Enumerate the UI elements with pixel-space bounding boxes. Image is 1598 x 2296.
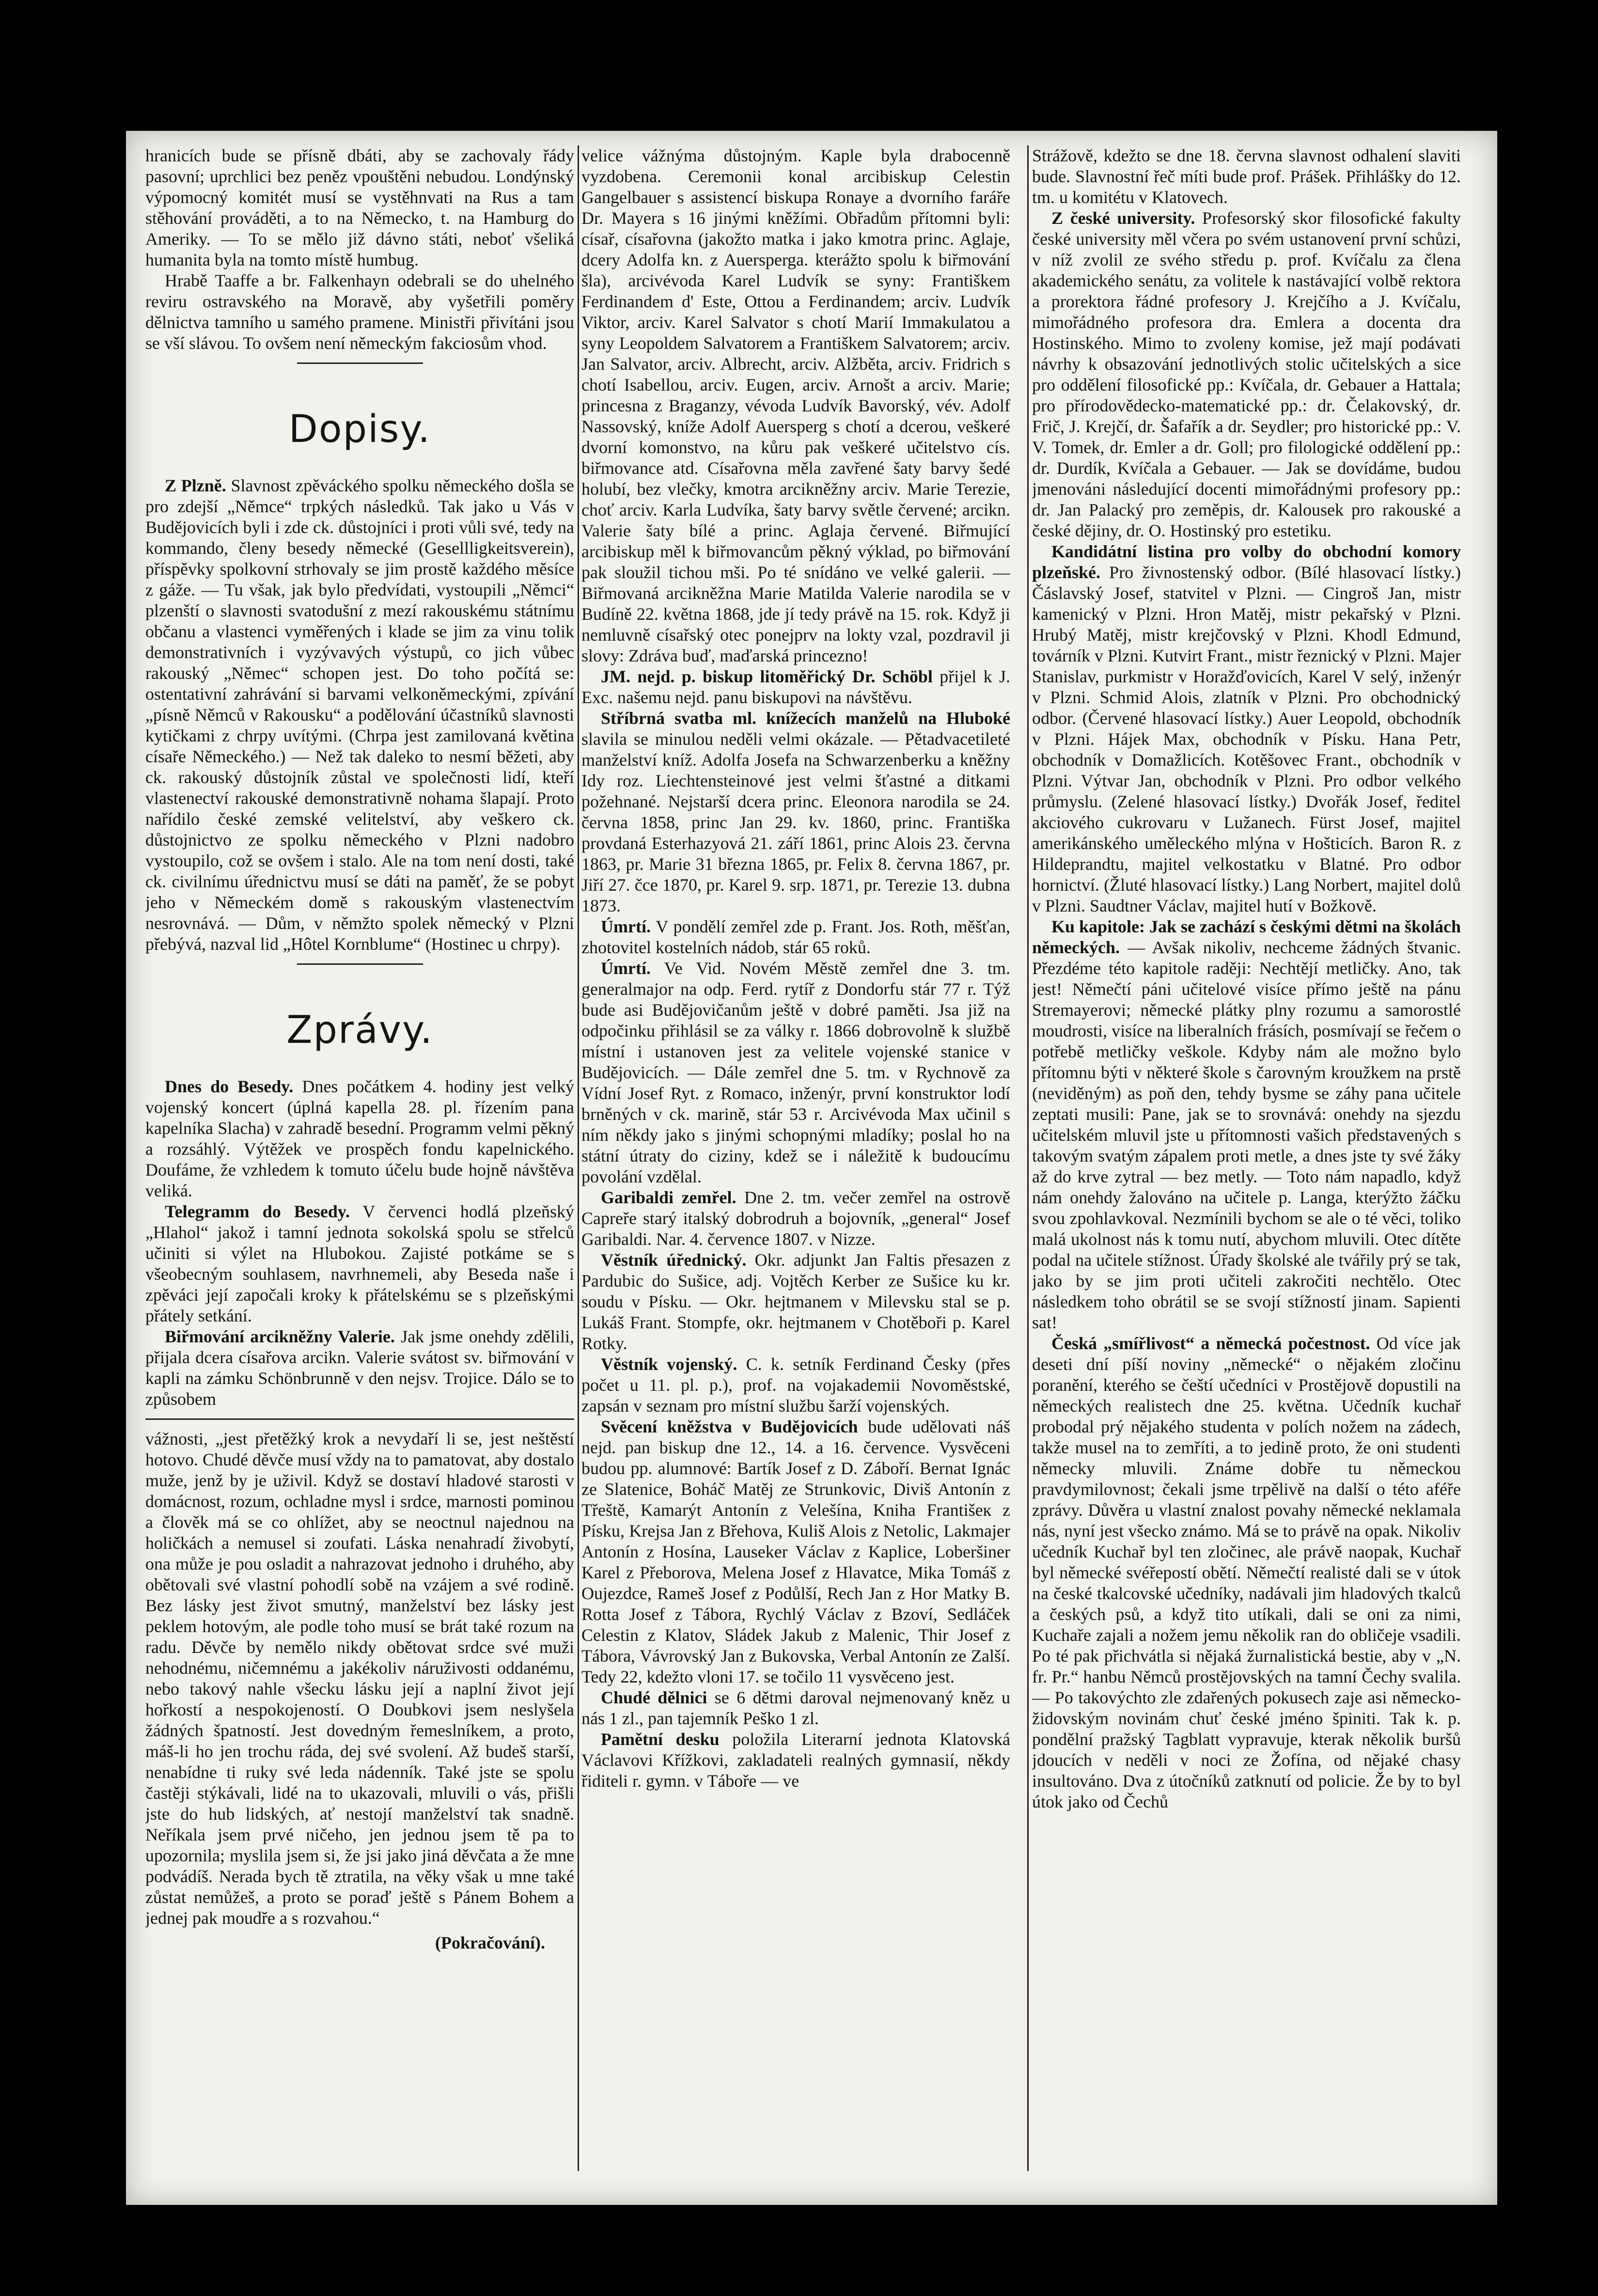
article-lead: Svěcení kněžstva v Budějovicích bbox=[601, 1417, 858, 1436]
article-lead: Telegramm do Besedy. bbox=[165, 1202, 350, 1221]
article-lead: Ku kapitole: Jak se zachází s českými dětmi na školách německých. bbox=[1032, 917, 1461, 957]
section-title-dopisy: Dopisy. bbox=[288, 408, 431, 451]
article-university bbox=[1032, 208, 1461, 541]
article-memorial bbox=[581, 1729, 1010, 1792]
article-lead: Věstník úřednický. bbox=[601, 1250, 747, 1270]
article-lead: Česká „smířlivost“ a německá počestnost. bbox=[1051, 1334, 1370, 1353]
article-body: — Avšak nikoliv, nechceme žádných štvanic. Přezdéme této kapitole raději: Nechtějí metličky. Ano, tak jest! Němečtí páni učitelové visíce přímo ještě na pánu Stremayerovi; německé plátky plny rozumu a samorostlé moudrosti, visíce na liberalních frásích, posmívají se řečem o potřebě metličky veškole. Kdyby nám ale možno bylo přítomnu býti v některé škole s čarovným kroužkem na prstě (neviděným) as poň den, tehdy bysme se záhy pana učitele zeptati musili: Pane, jak se to srovnává: onehdy na sjezdu učitelském mluvil jste u přítomnosti vašich představených s takovým svatým zápalem proti metle, a dnes jste ty své žáky až do krve zytral — bez metly. — Toto nám napadlo, když nám onehdy žalováno na učitele p. Langa, kterýžto žáčku svou zpohlavkoval. Nezmínili bychom se ale o té věci, toliko malá ukolnost nás k tomu nutí, abychom mluvili. Otec dítěte podal na učitele stížnost. Úřady školské ale tvářily prý se tak, jako by se jim proti učiteli zakročiti nechtělo. Otec následkem toho obrátil se se svojí stížností jinam. Sapienti sat! bbox=[1032, 938, 1461, 1332]
article-prostejov bbox=[1032, 1333, 1461, 1812]
article-military-news bbox=[581, 1354, 1010, 1416]
article-silver-wedding bbox=[581, 708, 1010, 916]
section-title-zpravy: Zprávy. bbox=[286, 1008, 433, 1052]
article-beseda bbox=[145, 1076, 574, 1201]
article-lead: Kandidátní listina pro volby do obchodní komory plzeňské. bbox=[1032, 542, 1461, 582]
column-rule bbox=[1027, 145, 1029, 2171]
article-donation bbox=[581, 1687, 1010, 1729]
column-middle bbox=[581, 145, 1010, 2171]
article-body: V červenci hodlá plzeňský „Hlahol“ jakož i tamní jednota sokolská spolu se střelců učiniti si výlet na Hlubokou. Zajisté potkáme se s všeobecným souhlasem, navrhnemeli, aby Beseda naše i zpěváci její započali kroky k přátelskému se s plzeňskými přátely setkání. bbox=[145, 1202, 574, 1325]
article-body: Dnes počátkem 4. hodiny jest velký vojenský koncert (úplná kapella 28. pl. řízením pana kapelníka Slacha) v zahradě besední. Programm velmi pěkný a rozsáhlý. Výtěžek ve prospěch fondu kapelnického. Doufáme, že vzhledem k tomuto účelu bude hojně návštěva veliká. bbox=[145, 1077, 574, 1200]
column-rule bbox=[578, 145, 579, 2171]
article-taaffe: Hrabě Taaffe a br. Falkenhayn odebrali se do uhelného reviru ostravského na Moravě, aby vyšetřili poměry dělnictva tamního u samého pramene. Ministři přivítáni jsou se vší slávou. To ovšem není německým fakciosům vhod. bbox=[145, 271, 574, 353]
article-lead: Garibaldi zemřel. bbox=[601, 1188, 736, 1207]
section-divider bbox=[297, 362, 423, 364]
article-plzen bbox=[145, 475, 574, 955]
article-candidates bbox=[1032, 541, 1461, 916]
article-body: bude udělovati náš nejd. pan biskup dne 12., 14. a 16. července. Vysvěceni budou pp. alumnové: Bartík Josef z D. Záboří. Bernat Ignác ze Slatenice, Boháč Matěj ze Strunkovic, Diviš Antonín z Třeště, Kamarýt Antonín z Velešína, Kniha Františeк z Písku, Krejsa Jan z Břehova, Kuliš Alois z Netolic, Lakmajer Antonín z Hosína, Lauseker Václav z Kaplice, Loberšiner Karel z Přeborova, Melena Josef z Hlavatce, Mika Tomáš z Oujezdce, Rameš Josef z Podůlší, Rech Jan z Hor Matky B. Rotta Josef z Tábora, Rychlý Václav z Bzoví, Sedláček Celestin z Klatov, Sládek Jakub z Malenic, Thir Josef z Tábora, Vávrovský Jan z Bukovska, Verbal Antonín ze Zalší. Tedy 22, kdežto vloni 17. se točilo 11 vysvěceno jest. bbox=[581, 1417, 1010, 1686]
article-obituary bbox=[581, 958, 1010, 1187]
article-body: Pro živnostenský odbor. (Bílé hlasovací lístky.) Čáslavský Josef, statvitel v Plzni. — Cingroš Jan, mistr kamenický v Plzni. Hron Matěj, mistr pekařský v Plzni. Hrubý Matěj, mistr krejčovský v Plzni. Khodl Edmund, továrník v Plzni. Kutvirt Frant., mistr řeznický v Plzni. Majer Stanislav, purkmistr v Horažďovicích, Karel V selý, inženýr v Plzni. Schmid Alois, zlatník v Plzni. Pro obchodnický odbor. (Červené hlasovací lístky.) Auer Leopold, obchodník v Plzni. Hájek Max, obchodník v Písku. Hana Petr, obchodník v Domažlicích. Kotěšovec Frant., obchodník v Plzni. Výtvar Jan, obchodník v Plzni. Pro odbor velkého průmyslu. (Zelené hlasovací lístky.) Dvořák Josef, ředitel akciového cukrovaru v Lužanech. Fürst Josef, majitel amerikánského uměleckého mlýna v Hošticích. Baron R. z Hildeprandtu, majitel velkostatku v Blatné. Pro odbor hornictví. (Žluté hlasovací lístky.) Lang Norbert, majitel dolů v Plzni. Saudtner Václav, majitel hutí v Božkově. bbox=[1032, 563, 1461, 915]
article-body: slavila se minulou neděli velmi okázale. — Pětadvacetileté manželství kníž. Adolfa Josefa na Schwarzenberku a kněžny Idy roz. Liechtensteinové jest velmi šťastné a ditkami požehnané. Nejstarší dcera princ. Eleonora narodila se 24. června 1858, princ Jan 29. kv. 1860, princ. Františka provdaná Esterhazyová 21. září 1861, princ Alois 23. června 1863, pr. Marie 31 března 1865, pr. Felix 8. června 1867, pr. Jiří 27. čce 1870, pr. Karel 9. srp. 1871, pr. Terezie 13. dubna 1873. bbox=[581, 729, 1010, 915]
article-body: se 6 dětmi daroval nejmenovaný kněz u nás 1 zl., pan tajemník Peško 1 zl. bbox=[581, 1688, 1010, 1728]
article-garibaldi bbox=[581, 1187, 1010, 1250]
article-bishop bbox=[581, 666, 1010, 708]
article-body: přijel k J. Exc. našemu nejd. panu biskupovi na návštěvu. bbox=[581, 667, 1010, 707]
article-lead: Pamětní desku bbox=[601, 1730, 720, 1749]
column-left bbox=[145, 145, 574, 2171]
article-lead: JM. nejd. p. biskup litoměřický Dr. Schöbl bbox=[601, 667, 933, 686]
article-body: Ve Vid. Novém Městě zemřel dne 3. tm. generalmajor na odp. Ferd. rytíř z Dondorfu stár 77 r. Týž bude asi Budějovičanům ještě v dobré paměti. Jsa již na odpočinku přihlásil se za války r. 1866 dobrovolně k službě místní i ustanoven jest za velitele vojenské stanice v Budějovicích. — Dále zemřel dne 5. tm. v Rychnově za Vídní Josef Ryt. z Romaco, inženýr, první konstruktor lodí brněných v ck. marině, stár 53 r. Arcivévoda Max učinil s ním někdy jako s jinými schopnými mladíky; poslal ho na státní útraty do ciziny, kdež se i náležitě k budoucímu povolání vzdělal. bbox=[581, 959, 1010, 1186]
article-schools bbox=[1032, 916, 1461, 1333]
article-lead: Úmrtí. bbox=[601, 959, 651, 978]
article-lead: Chudé dělnici bbox=[601, 1688, 707, 1707]
feuilleton-text: vážnosti, „jest přetěžký krok a nevydaří li se, jest neštěstí hotovo. Chudé děvče musí vždy na to pamatovat, aby dostalo muže, jenž by je uživil. Když se dostaví hladové starosti v domácnost, rozum, ochladne mysl i srdce, marnosti pominou a člověk má se co ohlížet, aby se neoctnul najednou na holičkách a nemusel si zoufati. Láska nenahradí živobytí, ona může je pou osladit a nahrazovat jednoho i druhého, aby obětovali své vlastní pohodlí sobě na vzájem a své rodině. Bez lásky jest život smutný, manželství bez lásky jest peklem hotovým, ale podle toho musí se brát také rozum na radu. Děvče by nemělo nikdy obětovat srdce své muži nehodnému, ničemnému a jakékoliv náruživosti oddanému, nebo takový nahle všecku lásku její a naplní život její hořkostí a nespokojeností. O Doubkovi jsem neslyšela žádných špatností. Jest dovedným řemeslníkem, a proto, máš-li ho jen trochu ráda, dej své svolení. Až budeš starší, nenabídne ti ruky své leda nádenník. Také jste se spolu častěji stýkávali, lidé na to ukazovali, mluvili o vás, přišli jste do hub lidských, ať nestojí manželství tak snadně. Neříkala jsem prvé ničeho, jen jednou jsem tě pa to upozornila; myslila jsem si, že jsi jako jiná děvčata a že mne podvádíš. Nerada bych tě ztratila, na věky však u mne také zůstat nemůžeš, a proto se poraď ještě s Pánem Bohem a jednej pak moudře a s rozvahou.“ bbox=[145, 1429, 574, 1928]
article-body: Dne 2. tm. večer zemřel na ostrově Capreře starý italský dobrodruh a bojovník, „general“ Josef Garibaldi. Nar. 4. července 1807. v Nizze. bbox=[581, 1188, 1010, 1249]
article-body: Slavnost zpěváckého spolku německého došla se pro zdejší „Němce“ trpkých následků. Tak jako u Vás v Budějovicích byli i zde ck. důstojníci i proti vůli své, tedy na kommando, členy besedy německé (Gesellligkeitsverein), příspěvky spolkovní strhovaly se jim prostě každého měsíce z gáže. — Tu však, jak bylo předvídati, vystoupili „Němci“ plzenští o slavnosti svatodušní z mezí rakouskému státnímu občanu a vlastenci vyměřených i klade se jim za vinu tolik demonstrativních i vyzývavých výstupů, co jich vůbec rakouský „Němec“ schopen jest. Do toho počítá se: ostentativní zahrávání si barvami velkoněmeckými, zpívání „písně Němců v Rakousku“ a podělování účastníků slavnosti kytičkami z chrpy uvítými. (Chrpa jest zamilovaná květina císaře Německého.) — Než tak daleko to nesmí běžeti, aby ck. rakouský důstojník zůstal ve společnosti lidí, kteří vlastenectví rakouské demonstrativně nohama šlapají. Proto nařídilo české zemské velitelství, aby veškero ck. důstojnictvo ze spolku německého v Plzni nadobro vystoupilo, což se ovšem i stalo. Ale na tom není dosti, také ck. civilnímu úřednictvu musí se dáti na paměť, že se pobyt jeho v Německém domě s rakouským vlastenectvím nesrovnává. — Dům, v němžto spolek německý v Plzni přebývá, nazval lid „Hôtel Kornblume“ (Hostinec u chrpy). bbox=[145, 476, 574, 954]
to-be-continued: (Pokračování). bbox=[435, 1933, 545, 1952]
article-lead: Dnes do Besedy. bbox=[165, 1077, 294, 1096]
article-body: Jak jsme onehdy zdělili, přijala dcera císařova arcikn. Valerie svátost sv. biřmování v kapli na zámku Schönbrunně v den nejsv. Trojice. Dálo se to způsobem bbox=[145, 1327, 574, 1409]
article-memorial-cont: Strážově, kdežto se dne 18. června slavnost odhalení slaviti bude. Slavnostní řeč míti bude prof. Prášek. Přihlášky do 12. tm. u komitétu v Klatovech. bbox=[1032, 146, 1461, 207]
article-lead: Věstník vojenský. bbox=[601, 1354, 737, 1374]
column-right bbox=[1032, 145, 1461, 2171]
article-ordination bbox=[581, 1416, 1010, 1687]
article-lead: Z české university. bbox=[1051, 208, 1195, 228]
article-body: Profesorský skor filosofické fakulty české university měl včera po svém ustanovení první schůzi, v níž zvolil ze svého středu p. prof. Kvíčalu za člena akademického senátu, za volitele k nastávající volbě rektora a prorektora řádné profesory J. Krejčího a J. Kvíčalu, mimořádného profesora dra. Emlera a docenta dra Hostinského. Mimo to zvoleny komise, jež mají podávati návrhy k obsazování jednotlivých stolic učitelských a sice pro oddělení filosofické pp.: Kvíčala, dr. Gebauer a Hattala; pro přírodovědecko-matematické pp.: dr. Čelakovský, dr. Frič, J. Krejčí, dr. Šafařík a dr. Seydler; pro historické pp.: V. V. Tomek, dr. Emler a dr. Goll; pro filologické oddělení pp.: dr. Durdík, Kvíčala a Gebauer. — Jak se dovídáme, budou jmenováni následující docenti mimořádnými profesory pp.: dr. Jan Palacký pro zeměpis, dr. Kalousek pro rakouské a české dějiny, dr. O. Hostinský pro estetiku. bbox=[1032, 208, 1461, 540]
article-lead: Z Plzně. bbox=[165, 476, 226, 495]
article-body: Okr. adjunkt Jan Faltis přesazen z Pardubic do Sušice, adj. Vojtěch Kerber ze Sušice ku kr. soudu v Písku. — Okr. hejtmanem v Milevsku stal se p. Lukáš Frant. Stompfe, okr. hejtmanem v Chotěboři p. Karel Rotky. bbox=[581, 1250, 1010, 1353]
article-valerie bbox=[145, 1326, 574, 1410]
article-telegramm bbox=[145, 1201, 574, 1326]
article-body: položila Literarní jednota Klatovská Václavovi Křížkovi, zakladateli realných gymnasií, někdy řiditeli r. gymn. v Táboře — ve bbox=[581, 1730, 1010, 1791]
feuilleton-divider bbox=[145, 1418, 574, 1420]
article-confirmation: velice vážnýma důstojným. Kaple byla drabocenně vyzdobena. Ceremonii konal arcibiskup Celestin Gangelbauer s assistencí biskupa Ronaye a dvorního faráře Dr. Mayera s 16 jinými kněžími. Obřadům přítomni byli: císař, císařovna (jakožto matka i jako kmotra princ. Aglaje, dcery Adolfa kn. z Auersperga. kterážto spolu k biřmování šla), arcivévoda Karel Ludvík se syny: Františkem Ferdinandem d' Este, Ottou a Ferdinandem; arciv. Ludvík Viktor, arciv. Karel Salvator s chotí Marií Immakulatou a syny Leopoldem Salvatorem a Františkem Salvatorem; arciv. Jan Salvator, arciv. Albrecht, arciv. Alžběta, arciv. Fridrich s chotí Isabellou, arciv. Eugen, arciv. Arnošt a arciv. Marie; princesna z Braganzy, vévoda Ludvík Bavorský, vév. Adolf Nassovský, kníže Adolf Auersperg s chotí a dcerou, veškeré dvorní komonstvo, na kůru pak veškeré učitelstvo cís. biřmovance atd. Císařovna měla zavřené šaty barvy šedé holubí, bez vlečky, kmotra arcikněžny arciv. Marie Terezie, choť arciv. Karla Ludvíka, šaty barvy světle červené; arcikn. Valerie šaty bílé a princ. Aglaja červené. Biřmující arcibiskup měl k biřmovancům pěkný výklad, po biřmování pak sloužil tichou mši. Po té snídáno ve velké galerii. — Biřmovaná arcikněžna Marie Matilda Valerie narodila se v Budíně 22. května 1868, jde jí tedy právě na 15. rok. Když ji nemluvně císařský otec ponejprv na lokty vzal, pozdravil ji slovy: Zdráva buď, maďarská princezno! bbox=[581, 146, 1010, 665]
article-official-news bbox=[581, 1250, 1010, 1354]
article-obituary bbox=[581, 916, 1010, 958]
article-body: Od více jak deseti dní píší noviny „německé“ o nějakém zločinu poranění, kterého se čeští učedníci v Prostějově dopustili na německých realistech dne 25. května. Učedník kuchař probodal prý nějakého studenta v polích nožem na zádech, takže musel na to zemříti, a to jedině proto, že oni studenti německy mluvili. Známe dobře tu německou pravdymilovnost; čekali jsme trpělivě na další o této aféře zprávy. Důvěra u vlastní znalost povahy německé neklamala nás, nyní jest všecko známo. Má se to právě na opak. Nikoliv učedník Kuchař byl ten zločinec, ale právě naopak, Kuchař byl německé svéřepostí obětí. Němečtí realisté dali se v útok na české tkalcovské učedníky, nadávali jim hladových tkalců a českých psů, a když tito utíkali, dali se oni za nimi, Kuchaře zajali a nožem jemu několik ran do obličeje vsadili. Po té pak přichvátla si nějaká žurnalistická bestie, aby v „N. fr. Pr.“ hanbu Němců prostějovských na tamní Čechy svalila. — Po takovýchto zle zdařených pokusech zaje asi německo-židovským novinám chuť české jméno špiniti. Tak k. p. pondělní pražský Tagblatt vypravuje, kterak několik buršů jdoucích v neděli v noci ze Žofína, od nějaké chasy insultováno. Dva z útočníků zatknutí od policie. Že by to byl útok jako od Čechů bbox=[1032, 1334, 1461, 1811]
article-body: C. k. setník Ferdinand Česky (přes počet u 11. pl. p.), prof. na vojakademii Novoměstské, zapsán v seznam pro místní službu šarží vojenských. bbox=[581, 1354, 1010, 1415]
article-lead: Úmrtí. bbox=[601, 917, 651, 936]
article-emigration: hranicích bude se přísně dbáti, aby se zachovaly řády pasovní; uprchlici bez peněz vpouštěni nebudou. Londýnský výpomocný komitét musí se vystěhnvati na Rus a tam stěhování prováděti, a to na Německo, t. na Hamburg do Ameriky. — To se mělo již dávno státi, neboť všeliká humanita byla na tomto místě humbug. bbox=[145, 146, 574, 269]
article-lead: Biřmování arcikněžny Valerie. bbox=[165, 1327, 395, 1346]
article-lead: Stříbrná svatba ml. knížecích manželů na Hluboké bbox=[601, 708, 1010, 728]
section-divider bbox=[297, 963, 423, 965]
article-body: V pondělí zemřel zde p. Frant. Jos. Roth, měšťan, zhotovitel kostelních nádob, stár 65 roků. bbox=[581, 917, 1010, 957]
